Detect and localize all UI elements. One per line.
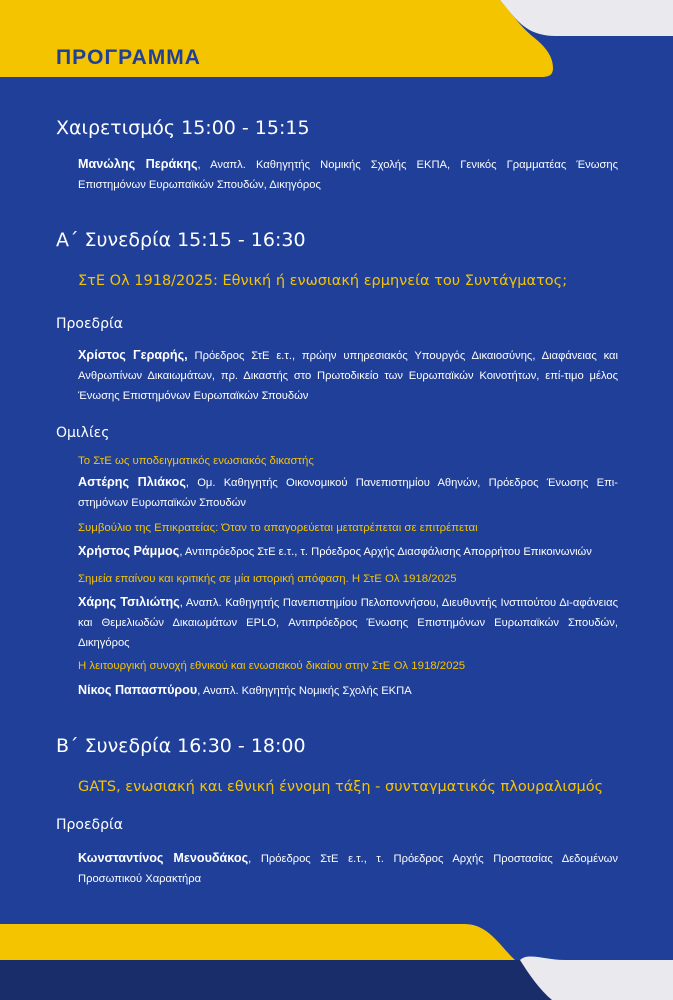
session-a-title: Α΄ Συνεδρία 15:15 - 16:30	[56, 229, 306, 251]
session-a-chair	[78, 345, 618, 406]
session-a-talks-label: Ομιλίες	[56, 425, 110, 441]
talk-title: Σημεία επαίνου και κριτικής σε μία ιστορική απόφαση. Η ΣτΕ Ολ 1918/2025	[78, 573, 457, 585]
person-name: Νίκος Παπασπύρου	[78, 683, 198, 697]
person-name: Αστέρης Πλιάκος	[78, 475, 186, 489]
talk-speaker	[78, 680, 618, 701]
session-b-chair-label: Προεδρία	[56, 817, 123, 833]
talk-speaker	[78, 472, 618, 513]
session-b-chair	[78, 848, 618, 889]
person-description: , Αναπλ. Καθηγητής Νομικής Σχολής ΕΚΠΑ, Γενικός Γραμματέας Ένωσης Επιστημόνων Ευρωπαϊκών Σπουδών, Δικηγόρος	[78, 159, 618, 191]
person-name: Μανώλης Περάκης	[78, 157, 198, 171]
session-a-chair-label: Προεδρία	[56, 316, 123, 332]
talk-speaker	[78, 592, 618, 653]
person-description: , Ομ. Καθηγητής Οικονομικού Πανεπιστημίου Αθηνών, Πρόεδρος Ένωσης Επι-στημόνων Ευρωπαϊκών Σπουδών	[78, 477, 618, 509]
person-description: , Πρόεδρος ΣτΕ ε.τ., τ. Πρόεδρος Αρχής Προστασίας Δεδομένων Προσωπικού Χαρακτήρα	[78, 853, 618, 885]
person-name: Κωνσταντίνος Μενουδάκος	[78, 851, 249, 865]
session-a-topic: ΣτΕ Ολ 1918/2025: Εθνική ή ενωσιακή ερμηνεία του Συντάγματος;	[78, 273, 568, 289]
talk-title: Το ΣτΕ ως υποδειγματικός ενωσιακός δικαστής	[78, 455, 314, 467]
welcome-title: Χαιρετισμός 15:00 - 15:15	[56, 117, 310, 139]
footer-yellow-band	[0, 924, 515, 960]
person-name: Χάρης Τσιλιώτης	[78, 595, 180, 609]
talk-speaker	[78, 541, 618, 562]
session-b-title: Β΄ Συνεδρία 16:30 - 18:00	[56, 735, 306, 757]
person-name: Χρήστος Ράμμος	[78, 544, 180, 558]
page-title: ΠΡΟΓΡΑΜΜΑ	[56, 46, 201, 69]
talk-title: Συμβούλιο της Επικρατείας: Όταν το απαγορεύεται μετατρέπεται σε επιτρέπεται	[78, 522, 478, 534]
session-b-topic: GATS, ενωσιακή και εθνική έννομη τάξη - συνταγματικός πλουραλισμός	[78, 779, 604, 795]
footer-dark-band	[0, 960, 560, 1000]
person-description: Πρόεδρος ΣτΕ ε.τ., πρώην υπηρεσιακός Υπουργός Δικαιοσύνης, Διαφάνειας και Ανθρωπίνων Δικαιωμάτων, πρ. Δικαστής στο Πρωτοδικείο των Ευρωπαϊκών Κοινοτήτων, επί-τιμο μέλος Ένωσης Επιστημόνων Ευρωπαϊκών Σπουδών	[78, 350, 618, 402]
talk-title: Η λειτουργική συνοχή εθνικού και ενωσιακού δικαίου στην ΣτΕ Ολ 1918/2025	[78, 660, 466, 672]
person-name: Χρίστος Γεραρής,	[78, 348, 188, 362]
welcome-person	[78, 154, 618, 195]
person-description: , Αναπλ. Καθηγητής Νομικής Σχολής ΕΚΠΑ	[197, 685, 412, 697]
person-description: , Αναπλ. Καθηγητής Πανεπιστημίου Πελοποννήσου, Διευθυντής Ινστιτούτου Δι-αφάνειας και Θεμελιωδών Δικαιωμάτων EPLO, Αντιπρόεδρος Ένωσης Επιστημόνων Ευρωπαϊκών Σπουδών, Δικηγόρος	[78, 597, 618, 649]
person-description: , Αντιπρόεδρος ΣτΕ ε.τ., τ. Πρόεδρος Αρχής Διασφάλισης Απορρήτου Επικοινωνιών	[179, 546, 592, 558]
